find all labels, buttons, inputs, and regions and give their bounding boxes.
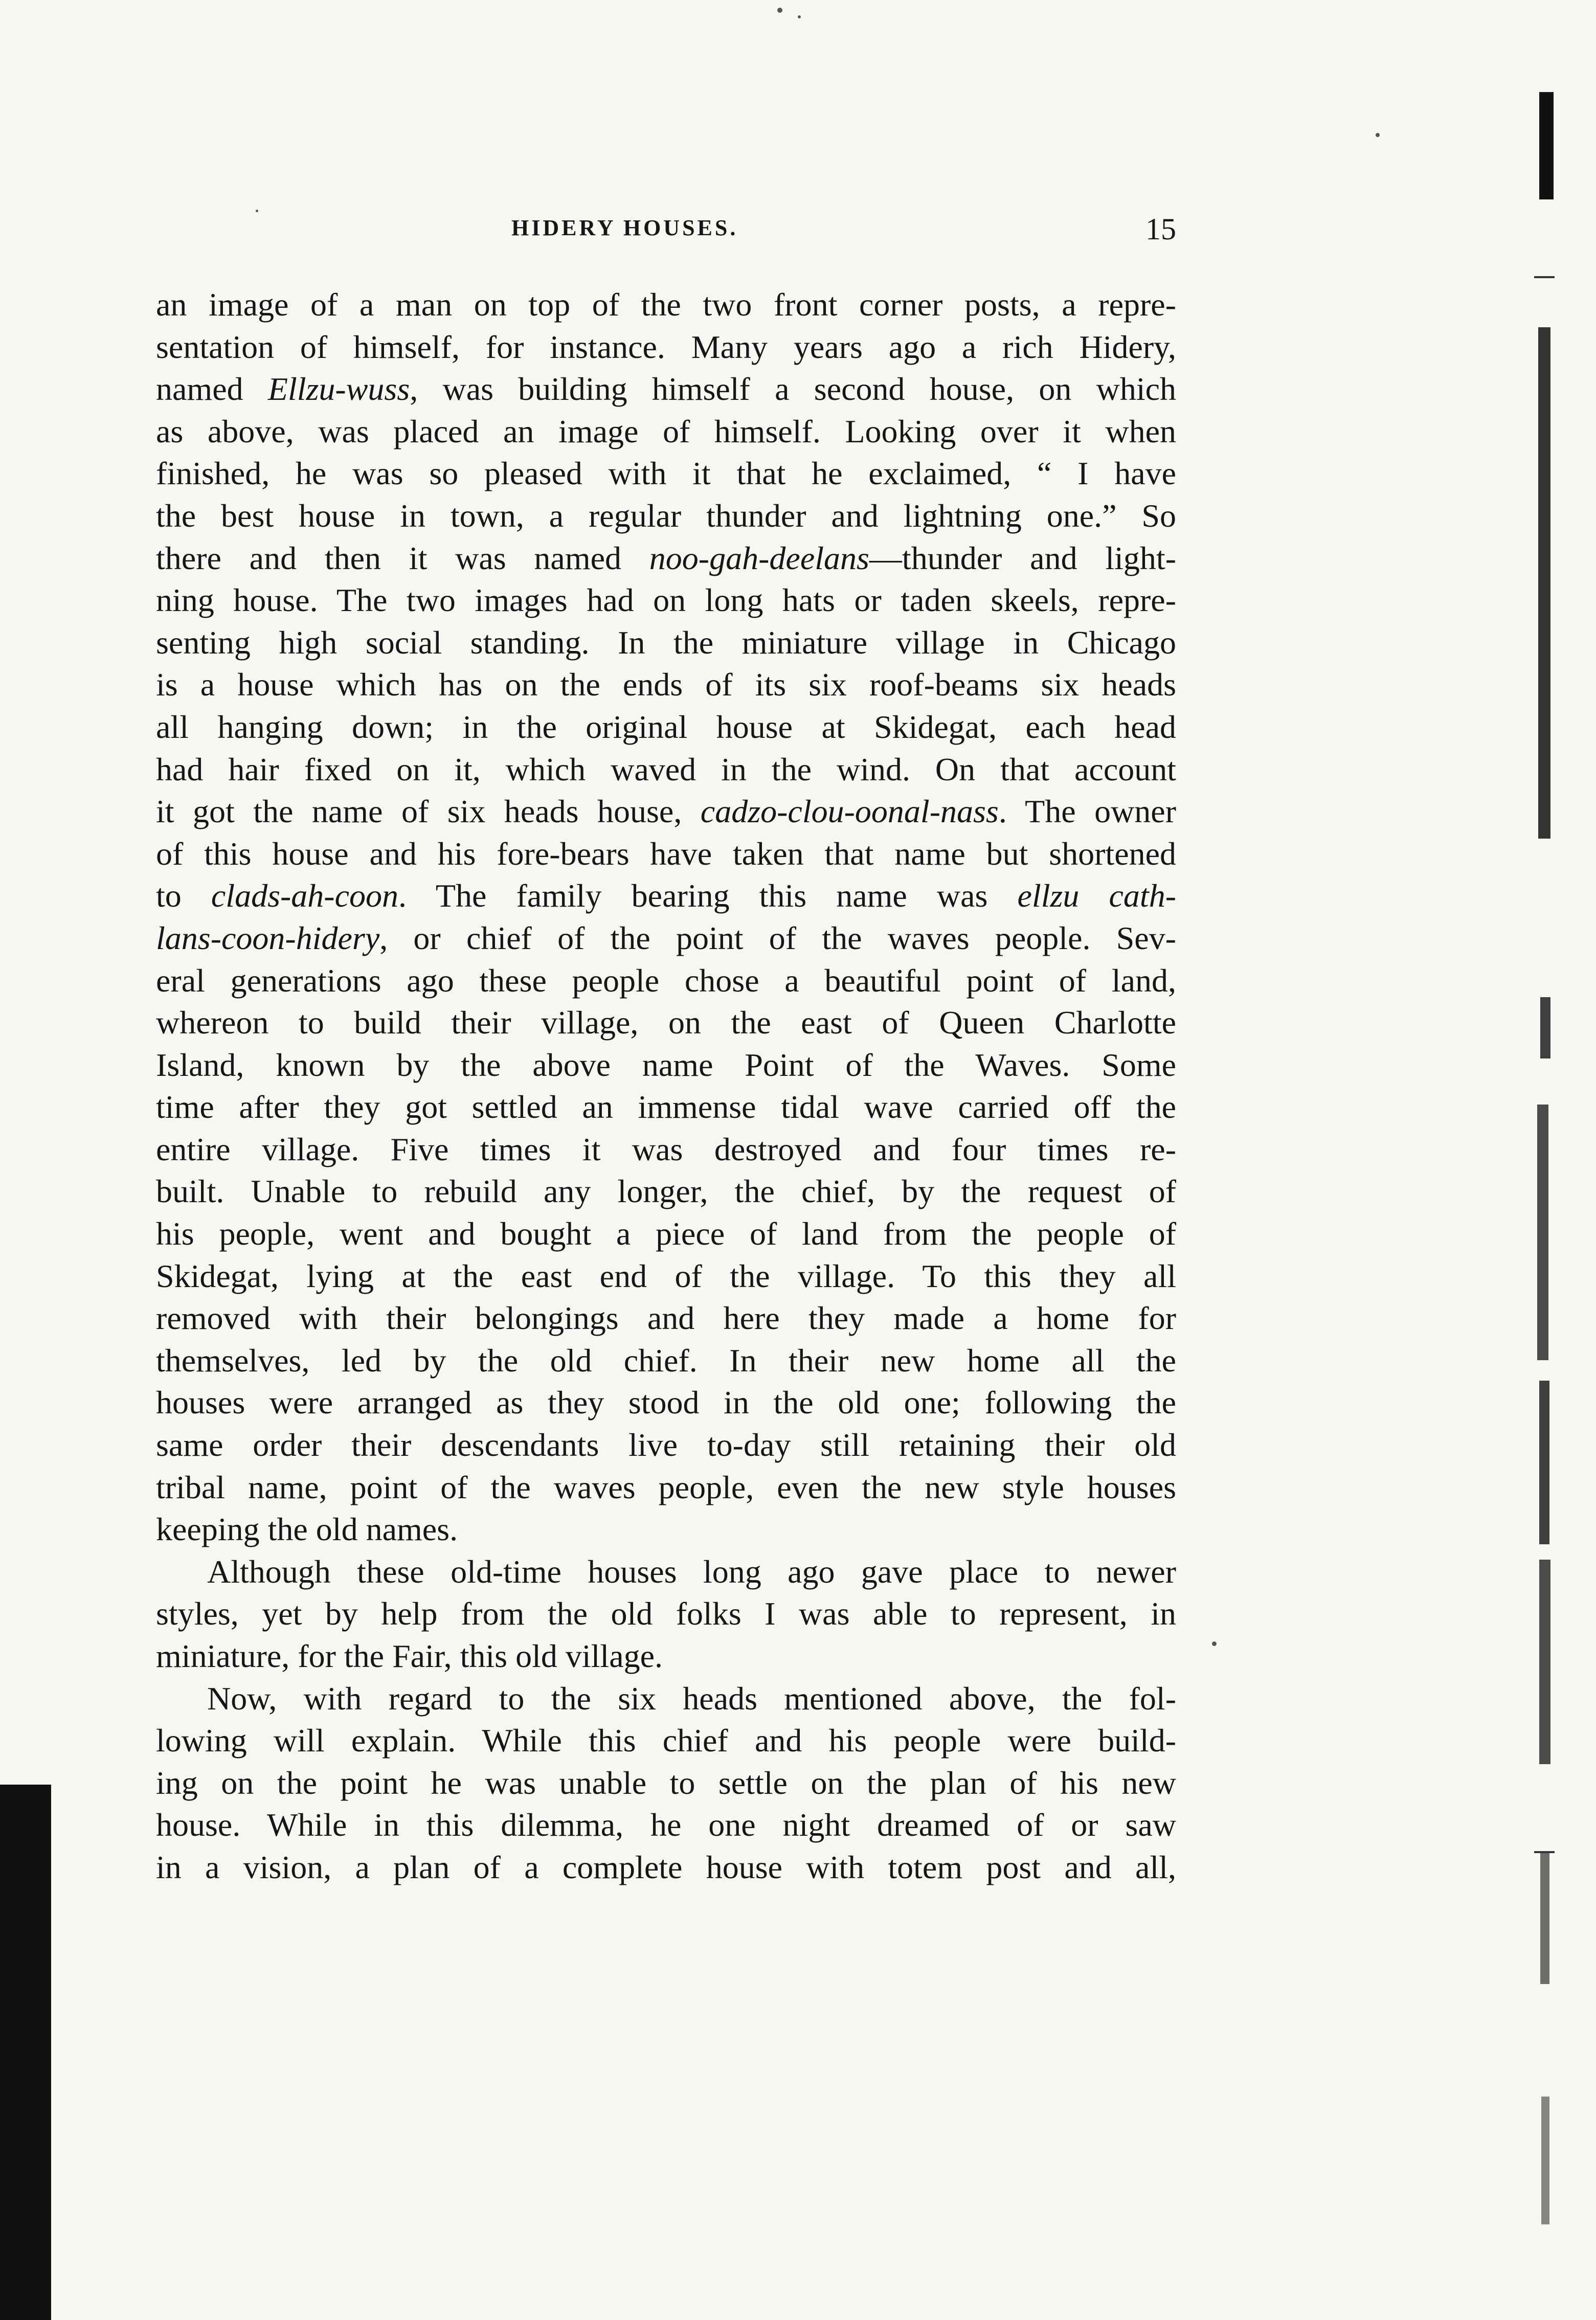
text-segment: finished, he was so pleased with it that he exclaimed, “ I have (156, 455, 1176, 492)
page-number: 15 (1145, 212, 1176, 246)
scan-edge-right-3 (1540, 997, 1550, 1058)
text-line (156, 1255, 1176, 1298)
text-segment: themselves, led by the old chief. In their new home all the (156, 1342, 1176, 1379)
text-line (156, 1804, 1176, 1846)
text-line (156, 284, 1176, 326)
text-line (156, 1593, 1176, 1635)
scan-edge-right-2 (1538, 327, 1550, 839)
text-segment: sentation of himself, for instance. Many years ago a rich Hidery, (156, 328, 1176, 365)
text-segment: time after they got settled an immense tidal wave carried off the (156, 1089, 1176, 1125)
text-line (156, 664, 1176, 706)
text-segment: . The family bearing this name was (398, 877, 1018, 914)
text-segment: ing on the point he was unable to settle on the plan of his new (156, 1764, 1176, 1801)
text-segment: eral generations ago these people chose a beautiful point of land, (156, 962, 1176, 999)
text-segment: all hanging down; in the original house at Skidegat, each head (156, 708, 1176, 745)
text-segment: as above, was placed an image of himself. Looking over it when (156, 413, 1176, 449)
scan-edge-right-4 (1537, 1105, 1548, 1360)
text-segment: —thunder and light- (869, 539, 1176, 576)
text-segment: keeping the old names. (156, 1511, 458, 1548)
text-line (156, 706, 1176, 749)
text-line (156, 1170, 1176, 1213)
scan-speck (256, 210, 258, 212)
text-segment: whereon to build their village, on the east of Queen Charlotte (156, 1004, 1176, 1041)
text-segment: Although these old-time houses long ago gave place to newer (207, 1553, 1176, 1590)
text-line (156, 960, 1176, 1002)
text-segment: styles, yet by help from the old folks I was able to represent, in (156, 1595, 1176, 1632)
italic-term: cadzo-clou-oonal-nass (700, 793, 999, 830)
text-line (156, 368, 1176, 411)
text-segment: miniature, for the Fair, this old village. (156, 1638, 663, 1674)
scan-edge-right-6 (1539, 1560, 1550, 1764)
running-head: HIDERY HOUSES. (511, 215, 738, 240)
text-line (156, 1635, 1176, 1678)
text-segment: his people, went and bought a piece of land from the people of (156, 1215, 1176, 1252)
text-line (156, 1340, 1176, 1382)
scan-edge-right-8 (1541, 2097, 1549, 2224)
text-line (156, 875, 1176, 917)
text-segment: to (156, 877, 211, 914)
scan-edge-right-5 (1539, 1381, 1549, 1544)
text-line (156, 1213, 1176, 1255)
text-line (156, 1002, 1176, 1044)
text-segment: had hair fixed on it, which waved in the wind. On that account (156, 751, 1176, 787)
text-line (156, 495, 1176, 537)
text-segment: entire village. Five times it was destroyed and four times re- (156, 1131, 1176, 1167)
text-segment: same order their descendants live to-day still retaining their old (156, 1427, 1176, 1463)
text-line (156, 1382, 1176, 1424)
text-segment: removed with their belongings and here they made a home for (156, 1300, 1176, 1337)
text-line (156, 833, 1176, 875)
text-line (156, 1678, 1176, 1720)
text-segment: Island, known by the above name Point of the Waves. Some (156, 1046, 1176, 1083)
scan-speck (1376, 133, 1380, 137)
scan-mark-right-2 (1534, 1851, 1555, 1853)
text-line (156, 1467, 1176, 1509)
text-segment: houses were arranged as they stood in the old one; following the (156, 1384, 1176, 1421)
text-segment: senting high social standing. In the miniature village in Chicago (156, 624, 1176, 661)
text-line (156, 1424, 1176, 1467)
italic-term: Ellzu-wuss (267, 371, 410, 408)
text-line (156, 791, 1176, 833)
text-segment: of this house and his fore-bears have taken that name but shortened (156, 835, 1176, 872)
text-segment: it got the name of six heads house, (156, 793, 701, 830)
text-line (156, 622, 1176, 664)
scan-edge-right-1 (1539, 92, 1554, 199)
text-line (156, 326, 1176, 369)
text-line (156, 579, 1176, 622)
text-segment: , was building himself a second house, on which (410, 371, 1177, 408)
text-segment: house. While in this dilemma, he one night dreamed of or saw (156, 1807, 1176, 1843)
body-text (156, 284, 1176, 1889)
text-line (156, 411, 1176, 453)
text-segment: tribal name, point of the waves people, even the new style houses (156, 1469, 1176, 1505)
scan-gutter-left (0, 1785, 51, 2320)
scan-mark-right (1534, 276, 1555, 278)
text-segment: , or chief of the point of the waves people. Sev- (379, 919, 1176, 956)
text-line (156, 1508, 1176, 1551)
text-segment: . The owner (998, 793, 1176, 830)
scan-speck (798, 15, 801, 18)
text-line (156, 1297, 1176, 1340)
text-line (156, 1720, 1176, 1762)
text-segment: there and then it was named (156, 539, 649, 576)
scan-speck (1212, 1641, 1217, 1646)
scan-edge-right-7 (1540, 1851, 1549, 1984)
scan-speck (777, 8, 782, 13)
text-line (156, 1551, 1176, 1593)
text-line (156, 1846, 1176, 1889)
text-line (156, 1086, 1176, 1129)
italic-term: ellzu cath- (1017, 877, 1177, 914)
text-segment: lowing will explain. While this chief and his people were build- (156, 1722, 1176, 1759)
text-segment: an image of a man on top of the two front corner posts, a repre- (156, 286, 1176, 323)
text-segment: Now, with regard to the six heads mentioned above, the fol- (207, 1680, 1176, 1717)
italic-term: lans-coon-hidery (156, 919, 380, 956)
text-segment: named (156, 371, 268, 408)
text-line (156, 1044, 1176, 1087)
text-segment: is a house which has on the ends of its six roof-beams six heads (156, 666, 1176, 703)
text-segment: in a vision, a plan of a complete house with totem post and all, (156, 1849, 1176, 1885)
text-line (156, 453, 1176, 495)
italic-term: noo-gah-deelans (649, 539, 869, 576)
text-segment: built. Unable to rebuild any longer, the chief, by the request of (156, 1173, 1176, 1210)
page-header (153, 212, 1176, 256)
text-segment: ning house. The two images had on long hats or taden skeels, repre- (156, 582, 1176, 619)
text-line (156, 917, 1176, 960)
text-line (156, 749, 1176, 791)
italic-term: clads-ah-coon (211, 877, 398, 914)
text-line (156, 537, 1176, 580)
text-segment: Skidegat, lying at the east end of the village. To this they all (156, 1257, 1176, 1294)
text-line (156, 1129, 1176, 1171)
text-line (156, 1762, 1176, 1805)
text-segment: the best house in town, a regular thunder and lightning one.” So (156, 497, 1176, 534)
